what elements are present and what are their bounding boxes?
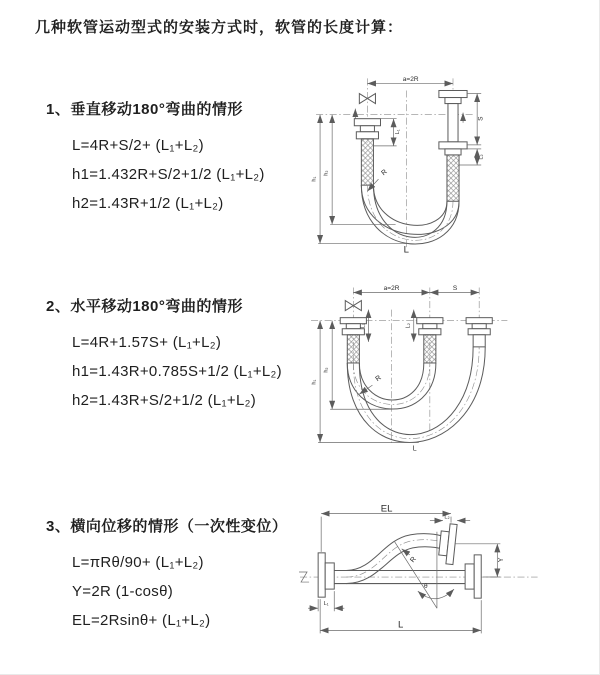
formula-l: L=4R+1.57S+ (L₁+L₂) xyxy=(72,334,222,351)
d1-left-pipe xyxy=(354,119,380,185)
d3-left-flange xyxy=(318,553,334,597)
d3-dim-el xyxy=(321,504,451,552)
d2-label-a2r: a=2R xyxy=(383,284,400,292)
d3-dim-l xyxy=(320,599,481,633)
d2-dim-a2r xyxy=(353,285,430,293)
section-3-formulas xyxy=(72,548,287,635)
diagram-lateral-displacement xyxy=(296,503,598,645)
d3-label-theta: θ xyxy=(424,583,428,591)
d1-hose-arcs xyxy=(361,185,459,244)
d2-label-s: S xyxy=(452,284,458,292)
d2-middle-pipe xyxy=(417,318,443,363)
section-1-heading: 1、垂直移动180°弯曲的情形 xyxy=(46,101,243,118)
d1-braid-right xyxy=(447,155,459,201)
diagram-3-svg xyxy=(296,503,598,645)
d1-braid-left xyxy=(361,139,373,185)
section-1-formulas xyxy=(72,131,265,218)
formula-y: Y=2R (1-cosθ) xyxy=(72,583,174,600)
section-3 xyxy=(46,517,287,635)
d1-dim-s xyxy=(467,94,485,145)
d3-label-r: R xyxy=(409,555,418,565)
section-1 xyxy=(46,100,265,218)
d3-upper-flange xyxy=(438,523,457,565)
formula-el: EL=2Rsinθ+ (L₁+L₂) xyxy=(72,612,211,629)
d2-braid-middle xyxy=(424,335,436,363)
d2-dim-l1 xyxy=(360,310,368,342)
d3-label-el: EL xyxy=(380,503,393,515)
d3-label-l2: L₂ xyxy=(444,514,450,521)
d2-label-l2: L₂ xyxy=(405,323,412,329)
d1-label-h2: h₂ xyxy=(323,170,330,176)
d3-right-flange xyxy=(465,555,481,598)
diagram-1-svg xyxy=(310,72,597,254)
d2-braid-left xyxy=(347,335,359,363)
formula-h1: h1=1.432R+S/2+1/2 (L₁+L₂) xyxy=(72,166,265,183)
d3-label-l: L xyxy=(398,619,404,631)
d3-label-y: Y xyxy=(497,557,505,563)
d1-label-a2r: a=2R xyxy=(402,75,419,83)
d2-hose-moved-position xyxy=(347,347,485,443)
section-3-heading: 3、横向位移的情形（一次性变位） xyxy=(46,518,288,535)
section-2-formulas xyxy=(72,328,282,415)
d2-label-h2: h₂ xyxy=(323,367,330,373)
d2-dim-s xyxy=(430,285,479,293)
d2-label-r: R xyxy=(374,374,383,384)
section-2-heading: 2、水平移动180°弯曲的情形 xyxy=(46,298,243,315)
d1-dim-a2r xyxy=(367,76,453,84)
page-title: 几种软管运动型式的安装方式时，软管的长度计算： xyxy=(35,19,404,36)
section-2 xyxy=(46,297,282,415)
diagram-horizontal-180-bend xyxy=(306,281,600,453)
d2-dim-l2 xyxy=(406,310,414,342)
d1-label-l2: L₂ xyxy=(478,154,485,160)
d1-label-r: R xyxy=(380,168,389,178)
d1-label-l1: L₁ xyxy=(395,129,402,135)
d3-dim-l2 xyxy=(430,515,470,521)
formula-h2: h2=1.43R+S/2+1/2 (L₁+L₂) xyxy=(72,392,257,409)
d2-label-h1: h₁ xyxy=(311,379,318,385)
d2-label-l1: L₁ xyxy=(360,323,367,329)
d1-label-l: L xyxy=(403,244,409,254)
d3-label-l1: L₁ xyxy=(323,601,329,608)
d1-right-pipe xyxy=(439,90,467,201)
d1-label-h1: h₁ xyxy=(311,176,318,182)
d1-label-s: S xyxy=(477,116,485,121)
d2-label-l: L xyxy=(412,445,417,453)
diagram-2-svg xyxy=(306,281,600,453)
d1-dim-l2 xyxy=(459,149,485,165)
d3-dim-l1 xyxy=(308,591,344,611)
formula-l: L=4R+S/2+ (L₁+L₂) xyxy=(72,137,204,154)
diagram-vertical-180-bend xyxy=(310,72,597,254)
formula-h1: h1=1.43R+0.785S+1/2 (L₁+L₂) xyxy=(72,363,282,380)
d2-dim-h1 xyxy=(312,321,419,443)
formula-h2: h2=1.43R+1/2 (L₁+L₂) xyxy=(72,195,224,212)
formula-l: L=πRθ/90+ (L₁+L₂) xyxy=(72,554,204,571)
d2-right-pipe xyxy=(466,318,492,347)
d3-hose-curve xyxy=(346,534,444,584)
